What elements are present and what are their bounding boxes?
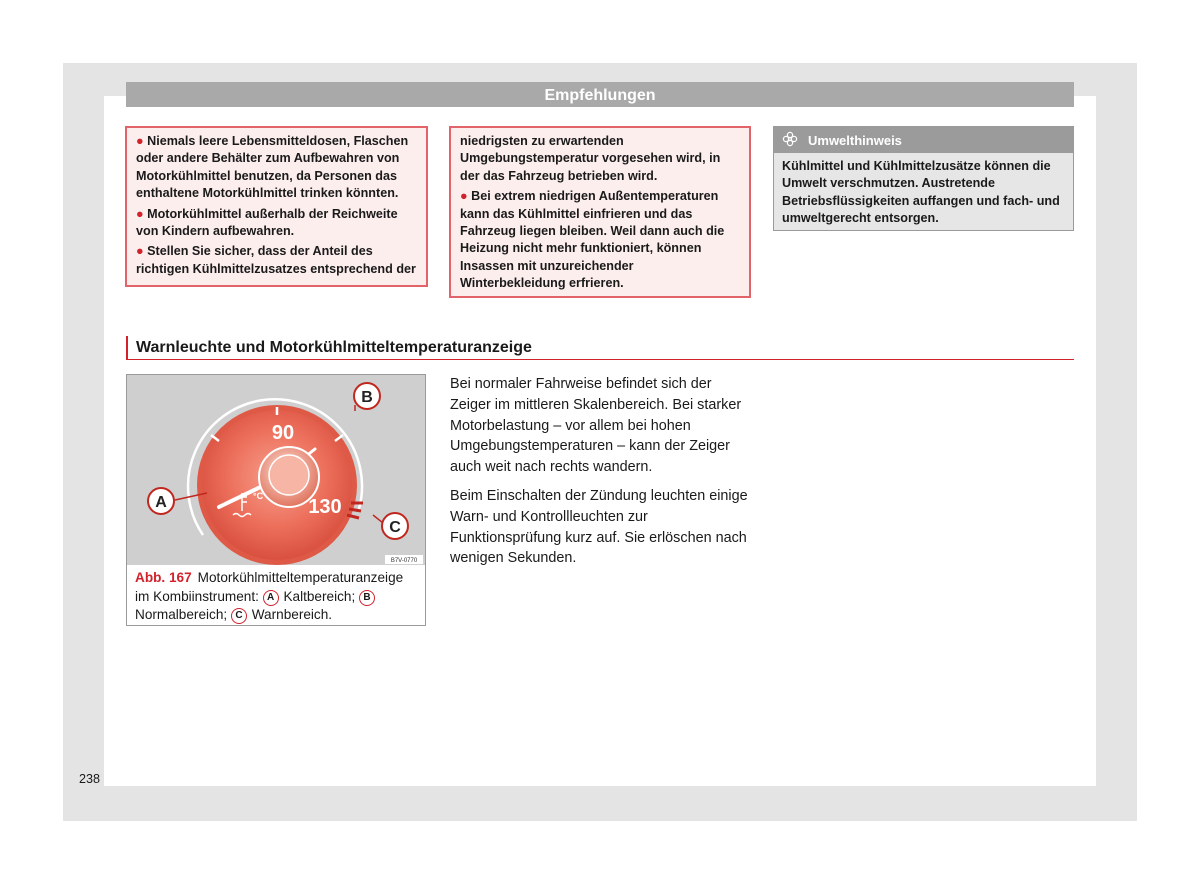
gauge-label-90: 90 — [271, 422, 295, 444]
bullet-icon: ● — [136, 134, 148, 148]
warning-continuation: niedrigsten zu erwartenden Umgebungstemperatur vorgesehen wird, in der das Fahrzeug betrieben wird. — [460, 134, 721, 183]
warning-box-left — [125, 126, 428, 287]
bullet-icon: ● — [136, 244, 148, 259]
section-heading: Warnleuchte und Motorkühlmitteltemperaturanzeige — [126, 336, 1074, 360]
legend-text-a: Kaltbereich; — [283, 588, 356, 604]
legend-text-b: Normalbereich; — [135, 607, 228, 622]
callout-b-label: B — [361, 389, 373, 406]
warning-box-middle — [449, 126, 751, 298]
caption-lead: im Kombiinstrument: — [135, 588, 259, 604]
gauge-hub-center — [269, 455, 309, 495]
environment-note-text: Kühlmittel und Kühlmittelzusätze können die Umwelt verschmutzen. Austretende Betriebsflüssigkeiten auffangen und fach- und umweltgerecht entsorgen. — [782, 159, 1060, 226]
image-code: B7V-0770 — [390, 558, 418, 564]
warning-item: ● Niemals leere Lebensmitteldosen, Flaschen oder andere Behälter zum Aufbewahren von Motorkühlmittel benutzen, da Personen das enthaltene Motorkühlmittel trinken könnten. — [136, 134, 409, 201]
figure-title: Motorkühlmitteltemperaturanzeige — [197, 570, 404, 585]
legend-key-a: A — [263, 590, 279, 606]
body-text — [450, 374, 750, 577]
bullet-icon: ● — [136, 206, 148, 221]
flower-icon — [782, 129, 798, 156]
warning-item: ● Motorkühlmittel außerhalb der Reichweite von Kindern aufbewahren. — [136, 206, 398, 239]
callout-a-label: A — [155, 494, 167, 511]
environment-note-title: Umwelthinweis — [808, 133, 902, 148]
paragraph: Beim Einschalten der Zündung leuchten einige Warn- und Kontrollleuchten zur Funktionsprüfung kurz auf. Sie erlöschen nach wenigen Sekunden. — [450, 487, 748, 567]
legend-key-c: C — [231, 608, 247, 624]
environment-note-header — [774, 127, 1073, 153]
environment-note — [773, 126, 1074, 231]
page-number: 238 — [79, 772, 101, 786]
coolant-gauge-illustration — [127, 375, 425, 565]
warning-item: ● Stellen Sie sicher, dass der Anteil des richtigen Kühlmittelzusatzes entsprechend der — [136, 244, 416, 276]
bullet-icon: ● — [460, 189, 472, 204]
figure-number: Abb. 167 — [135, 570, 192, 585]
figure-caption — [135, 569, 419, 625]
gauge-label-130: 130 — [308, 496, 342, 518]
legend-text-c: Warnbereich. — [251, 607, 333, 622]
paragraph: Bei normaler Fahrweise befindet sich der Zeiger im mittleren Skalenbereich. Bei starker Motorbelastung – vor allem bei hohen Umgebungstemperaturen – kann der Zeiger auch weit nach rechts wandern. — [450, 376, 742, 476]
figure-167 — [126, 374, 426, 626]
warning-item: ● Bei extrem niedrigen Außentemperaturen kann das Kühlmittel einfrieren und das Fahrzeug liegen bleiben. Weil dann auch die Heizung nicht mehr funktioniert, können Insassen mit unzureichender Winterbekleidung erfrieren. — [460, 189, 725, 291]
gauge-unit: °C — [253, 491, 264, 501]
legend-key-b: B — [359, 590, 375, 606]
callout-c-label: C — [389, 519, 401, 536]
recommendations-banner: Empfehlungen — [126, 82, 1074, 107]
